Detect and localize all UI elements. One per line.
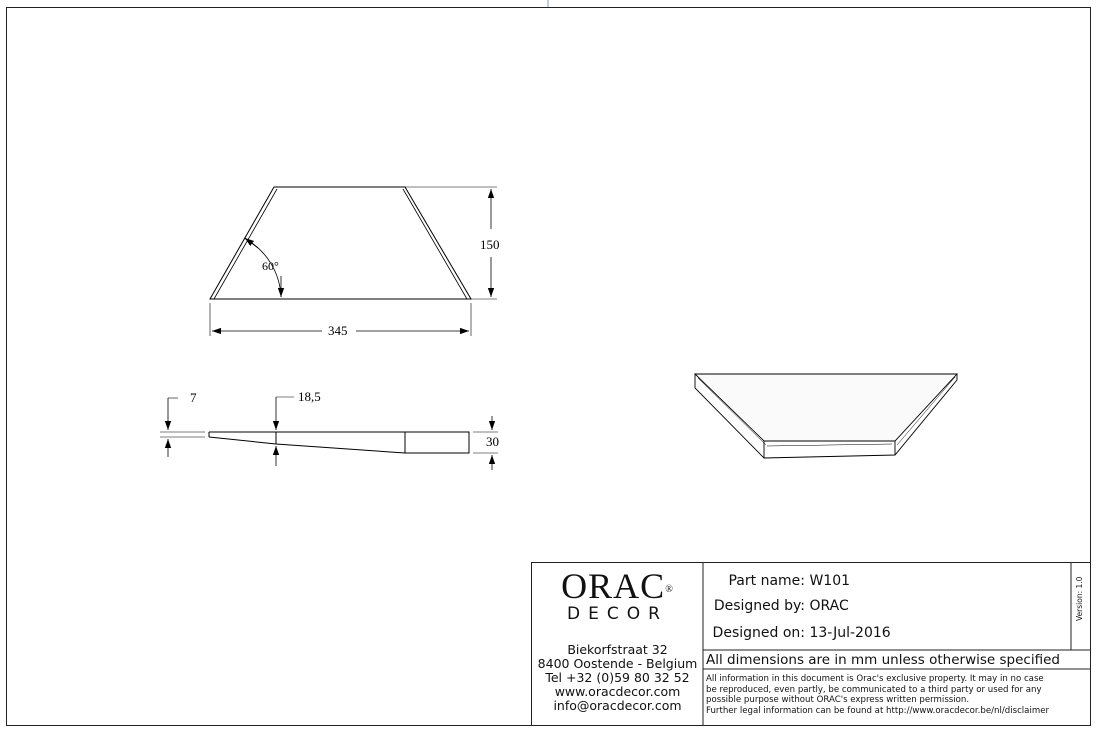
designed-by-field bbox=[705, 598, 849, 614]
designed-on-field bbox=[705, 625, 891, 641]
logo-subtitle: DECOR bbox=[567, 604, 668, 624]
address-line: Biekorfstraat 32 bbox=[567, 642, 668, 657]
legal-line: Further legal information can be found at http://www.oracdecor.be/nl/disclaimer bbox=[706, 705, 1050, 716]
top-view bbox=[210, 187, 497, 336]
part-name-value: W101 bbox=[809, 573, 851, 589]
angle-label: 60° bbox=[262, 259, 279, 273]
website-line: www.oracdecor.com bbox=[554, 684, 681, 699]
company-address bbox=[532, 643, 703, 713]
side-view bbox=[160, 397, 498, 470]
angle-arrow bbox=[245, 238, 258, 248]
mid-label: 18,5 bbox=[298, 389, 321, 404]
legal-line: All information in this document is Orac's exclusive property. It may in no case bbox=[706, 674, 1044, 684]
part-name-field bbox=[705, 573, 850, 589]
legal-notice bbox=[706, 674, 1090, 716]
address-line: 8400 Oostende - Belgium bbox=[537, 656, 698, 671]
iso-top-face bbox=[695, 374, 957, 441]
phone-line: Tel +32 (0)59 80 32 52 bbox=[545, 670, 690, 685]
registered-mark: ® bbox=[665, 584, 674, 595]
thick-label: 30 bbox=[486, 434, 499, 449]
part-name-label: Part name: bbox=[728, 573, 805, 589]
isometric-view bbox=[695, 374, 957, 458]
side-profile bbox=[209, 432, 469, 453]
thin-label: 7 bbox=[190, 390, 197, 405]
version-label: Version: 1.0 bbox=[1075, 576, 1084, 621]
designed-on-label: Designed on: bbox=[712, 625, 805, 641]
height-label: 150 bbox=[480, 237, 500, 252]
trapezoid-outline bbox=[210, 187, 471, 299]
trapezoid-inner-edge bbox=[403, 189, 467, 299]
email-line: info@oracdecor.com bbox=[553, 698, 682, 713]
legal-line: possible purpose without ORAC's express written permission. bbox=[706, 695, 970, 706]
logo-wordmark: ORAC® bbox=[561, 566, 674, 606]
designed-on-value: 13-Jul-2016 bbox=[809, 625, 891, 641]
company-logo bbox=[532, 568, 703, 624]
iso-inner-edge bbox=[767, 444, 892, 446]
width-label: 345 bbox=[328, 323, 348, 338]
legal-line: be reproduced, even partly, be communicated to a third party or used for any bbox=[706, 684, 1042, 695]
designed-by-value: ORAC bbox=[809, 598, 849, 614]
dimensions-note: All dimensions are in mm unless otherwise specified bbox=[706, 652, 1060, 668]
designed-by-label: Designed by: bbox=[713, 598, 805, 614]
trapezoid-inner-edge bbox=[214, 189, 277, 299]
